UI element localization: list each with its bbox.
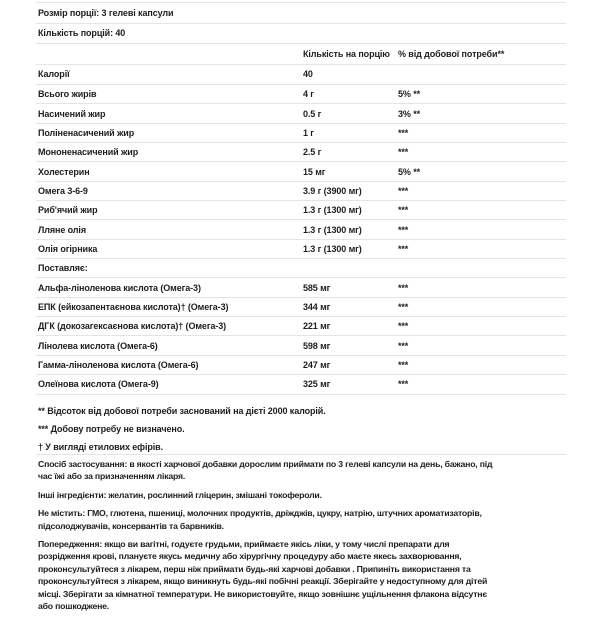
nutrient-name: ДГК (докозагексаєнова кислота)† (Омега-3): [38, 321, 227, 332]
nutrient-name: Омега 3-6-9: [38, 185, 88, 196]
nutrient-name: Калорії: [38, 69, 70, 80]
nutrient-row: [36, 64, 566, 85]
nutrient-name: Олеїнова кислота (Омега-9): [38, 379, 159, 390]
nutrient-amount: 1.3 г (1300 мг): [303, 224, 362, 235]
nutrient-amount: 221 мг: [303, 321, 331, 332]
info-paragraph: Спосіб застосування: в якості харчової добавки дорослим приймати по 3 гелеві капсули на день, бажано, під час їжі або за призначенням лікаря.: [38, 459, 493, 482]
info-paragraphs: [38, 458, 498, 618]
nutrient-row: [36, 84, 566, 103]
section-label-row: [36, 258, 566, 277]
footnote-text: † У вигляді етилових ефірів.: [38, 441, 163, 452]
nutrient-name: Риб'ячий жир: [38, 205, 98, 216]
nutrient-row: [36, 297, 566, 316]
nutrient-row: [36, 316, 566, 335]
nutrient-name: Лінолева кислота (Омега-6): [38, 340, 158, 351]
nutrient-daily-value: ***: [398, 282, 409, 293]
nutrient-name: Лляне олія: [38, 224, 86, 235]
nutrient-row: [36, 103, 566, 122]
nutrient-rows: [36, 64, 566, 394]
nutrient-daily-value: ***: [398, 359, 409, 370]
serving-size-row: [36, 2, 566, 23]
supplement-facts-panel: [36, 2, 566, 455]
nutrient-row: [36, 123, 566, 142]
nutrient-daily-value: 5% **: [398, 166, 421, 177]
nutrient-row: [36, 355, 566, 374]
servings-count-row: [36, 23, 566, 44]
nutrient-name: Олія огірника: [38, 243, 98, 254]
nutrient-daily-value: ***: [398, 224, 409, 235]
nutrient-name: Мононенасичений жир: [38, 147, 139, 158]
servings-count-text: Кількість порцій: 40: [38, 28, 126, 39]
nutrient-daily-value: ***: [398, 205, 409, 216]
nutrient-daily-value: 5% **: [398, 89, 421, 100]
amount-per-serving-header: Кількість на порцію: [303, 48, 390, 59]
table-header-row: [36, 43, 566, 64]
nutrient-daily-value: ***: [398, 127, 409, 138]
info-paragraph: Не містить: ГМО, глютена, пшениці, молочних продуктів, дріжджів, цукру, натрію, штучних ароматизаторів, підсолоджувачів, консервантів та барвників.: [38, 508, 482, 531]
nutrient-row: [36, 142, 566, 161]
nutrient-daily-value: ***: [398, 243, 409, 254]
footnotes-block: [36, 394, 566, 455]
nutrient-row: [36, 161, 566, 180]
nutrient-row: [36, 335, 566, 354]
nutrient-daily-value: ***: [398, 147, 409, 158]
nutrient-row: [36, 181, 566, 200]
nutrient-name: Гамма-ліноленова кислота (Омега-6): [38, 359, 199, 370]
footnote-text: *** Добову потребу не визначено.: [38, 423, 185, 434]
nutrient-amount: 1 г: [303, 127, 314, 138]
nutrient-name: ЕПК (ейкозапентаєнова кислота)† (Омега-3): [38, 301, 229, 312]
nutrient-name: Всього жирів: [38, 89, 97, 100]
nutrient-row: [36, 277, 566, 296]
nutrient-daily-value: 3% **: [398, 108, 421, 119]
serving-size-text: Розмір порції: 3 гелеві капсули: [38, 7, 174, 18]
nutrient-amount: 1.3 г (1300 мг): [303, 243, 362, 254]
nutrient-name: Поліненасичений жир: [38, 127, 135, 138]
nutrient-row: [36, 239, 566, 258]
nutrient-row: [36, 200, 566, 219]
nutrient-daily-value: ***: [398, 379, 409, 390]
nutrient-daily-value: ***: [398, 185, 409, 196]
nutrient-amount: 325 мг: [303, 379, 331, 390]
nutrient-amount: 585 мг: [303, 282, 331, 293]
nutrient-amount: 4 г: [303, 89, 314, 100]
info-paragraph: Попередження: якщо ви вагітні, годуєте грудьми, приймаєте якісь ліки, у тому числі препарати для розрідження крові, плануєте якусь медичну або хірургічну процедуру або маєте якесь захворювання, проконсультуйтеся з лікарем, перш ніж приймати будь-які харчові добавки . Припиніть використання та проконсультуйтеся з лікарем, якщо виникнуть будь-які побічні реакції. Зберігайте у недоступному для дітей місці. Зберігати за кімнатної температури. Не використовуйте, якщо зовнішнє ущільнення флакона відсутнє або пошкоджене.: [38, 539, 488, 612]
nutrient-amount: 40: [303, 69, 313, 80]
nutrient-amount: 2.5 г: [303, 147, 322, 158]
nutrient-name: Насичений жир: [38, 108, 106, 119]
nutrient-amount: 15 мг: [303, 166, 326, 177]
nutrient-daily-value: ***: [398, 321, 409, 332]
nutrient-amount: 0.5 г: [303, 108, 322, 119]
nutrient-row: [36, 374, 566, 393]
daily-value-header: % від добової потреби**: [398, 48, 505, 59]
nutrient-name: Альфа-ліноленова кислота (Омега-3): [38, 282, 201, 293]
footnote-text: ** Відсоток від добової потреби заснований на дієті 2000 калорій.: [38, 405, 326, 416]
nutrient-amount: 344 мг: [303, 301, 331, 312]
nutrient-amount: 1.3 г (1300 мг): [303, 205, 362, 216]
nutrient-amount: 598 мг: [303, 340, 331, 351]
nutrient-daily-value: ***: [398, 301, 409, 312]
nutrient-amount: 3.9 г (3900 мг): [303, 185, 362, 196]
nutrient-name: Холестерин: [38, 166, 90, 177]
nutrient-daily-value: ***: [398, 340, 409, 351]
nutrient-amount: 247 мг: [303, 359, 331, 370]
nutrient-row: [36, 219, 566, 238]
nutrient-name: Поставляє:: [38, 263, 88, 274]
info-paragraph: Інші інгредієнти: желатин, рослинний гліцерин, змішані токофероли.: [38, 489, 322, 500]
